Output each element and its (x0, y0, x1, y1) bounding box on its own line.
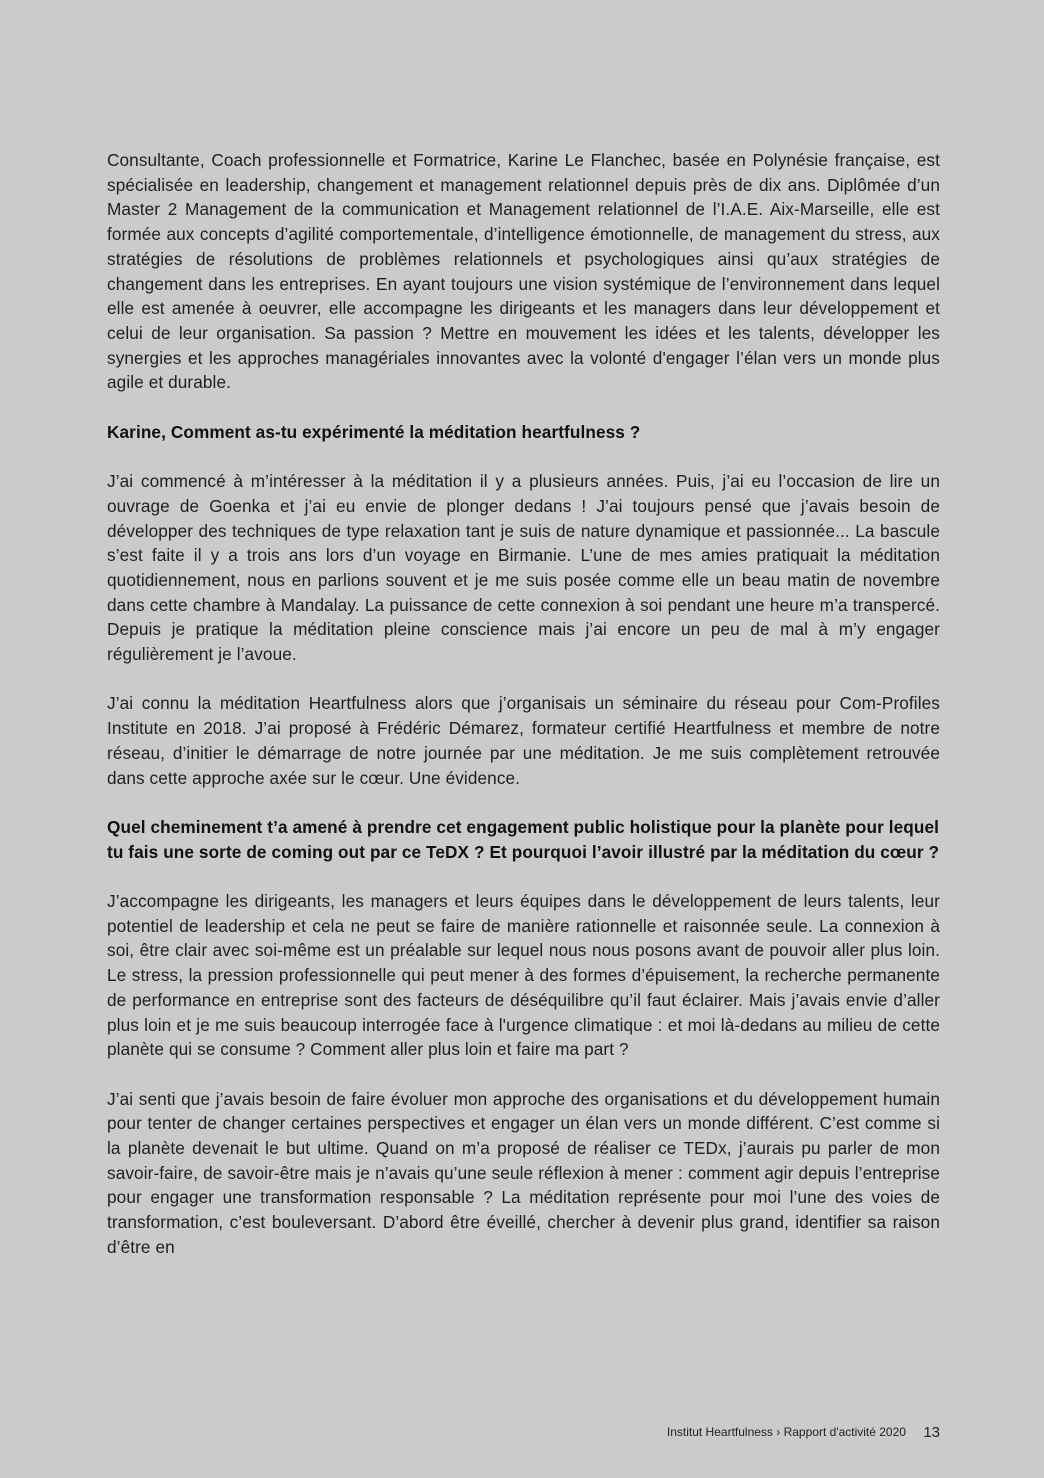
answer-1-paragraph-2: J’ai connu la méditation Heartfulness alors que j’organisais un séminaire du réseau pour Com-Profiles Institute en 2018. J’ai proposé à Frédéric Démarez, formateur certifié Heartfulness et membre de notre réseau, d’initier le démarrage de notre journée par une méditation. Je me suis complètement retrouvée dans cette approche axée sur le cœur. Une évidence. (107, 693, 940, 788)
answer-2-paragraph-2: J’ai senti que j’avais besoin de faire évoluer mon approche des organisations et du développement humain pour tenter de changer certaines perspectives et engager un élan vers un monde différent. C’est comme si la planète devenait le but ultime. Quand on m’a proposé de réaliser ce TEDx, j’aurais pu parler de mon savoir-faire, de savoir-être mais je n’avais qu’une seule réflexion à mener : comment agir depuis l’entreprise pour engager une transformation responsable ? La méditation représente pour moi l’une des voies de transformation, c’est bouleversant. D’abord être éveillé, chercher à devenir plus grand, identifier sa raison d’être en (107, 1088, 940, 1257)
article-body (107, 148, 940, 1284)
page-footer (667, 1422, 940, 1443)
intro-paragraph: Consultante, Coach professionnelle et Formatrice, Karine Le Flanchec, basée en Polynésie française, est spécialisée en leadership, changement et management relationnel depuis près de dix ans. Diplômée d’un Master 2 Management de la communication et Management relationnel de l’I.A.E. Aix-Marseille, elle est formée aux concepts d’agilité comportementale, d’intelligence émotionnelle, de management du stress, aux stratégies de résolutions de problèmes relationnels et psychologiques ainsi qu’aux stratégies de changement dans les entreprises. En ayant toujours une vision systémique de l’environnement dans lequel elle est amenée à oeuvrer, elle accompagne les dirigeants et les managers dans leur développement et celui de leur organisation. Sa passion ? Mettre en mouvement les idées et les talents, développer les synergies et les approches managériales innovantes avec la volonté d'engager l’élan vers un monde plus agile et durable. (107, 150, 940, 393)
question-heading-1: Karine, Comment as-tu expérimenté la méditation heartfulness ? (107, 421, 641, 442)
question-heading-2: Quel cheminement t’a amené à prendre cet engagement public holistique pour la planète pour lequel tu fais une sorte de coming out par ce TeDX ? Et pourquoi l’avoir illustré par la méditation du cœur ? (107, 816, 940, 862)
answer-2-paragraph-1: J’accompagne les dirigeants, les managers et leurs équipes dans le développement de leurs talents, leur potentiel de leadership et cela ne peut se faire de manière rationnelle et raisonnée seule. La connexion à soi, être clair avec soi-même est un préalable sur lequel nous nous posons avant de pouvoir aller plus loin. Le stress, la pression professionnelle qui peut mener à des formes d’épuisement, la recherche permanente de performance en entreprise sont des facteurs de déséquilibre qu’il faut éclairer. Mais j’avais envie d’aller plus loin et je me suis beaucoup interrogée face à l'urgence climatique : et moi là-dedans au milieu de cette planète qui se consume ? Comment aller plus loin et faire ma part ? (107, 891, 940, 1060)
footer-publication: Institut Heartfulness › Rapport d'activité 2020 (666, 1425, 906, 1439)
answer-1-paragraph-1: J’ai commencé à m’intéresser à la méditation il y a plusieurs années. Puis, j’ai eu l’occasion de lire un ouvrage de Goenka et j’ai eu envie de plonger dedans ! J’ai toujours pensé que j’avais besoin de développer des techniques de type relaxation tant je suis de nature dynamique et passionnée... La bascule s’est faite il y a trois ans lors d’un voyage en Birmanie. L’une de mes amies pratiquait la méditation quotidiennement, nous en parlions souvent et je me suis posée comme elle un beau matin de novembre dans cette chambre à Mandalay. La puissance de cette connexion à soi pendant une heure m’a transpercé. Depuis je pratique la méditation pleine conscience mais j’ai encore un peu de mal à m’y engager régulièrement je l’avoue. (107, 471, 940, 665)
page-number: 13 (923, 1424, 940, 1441)
